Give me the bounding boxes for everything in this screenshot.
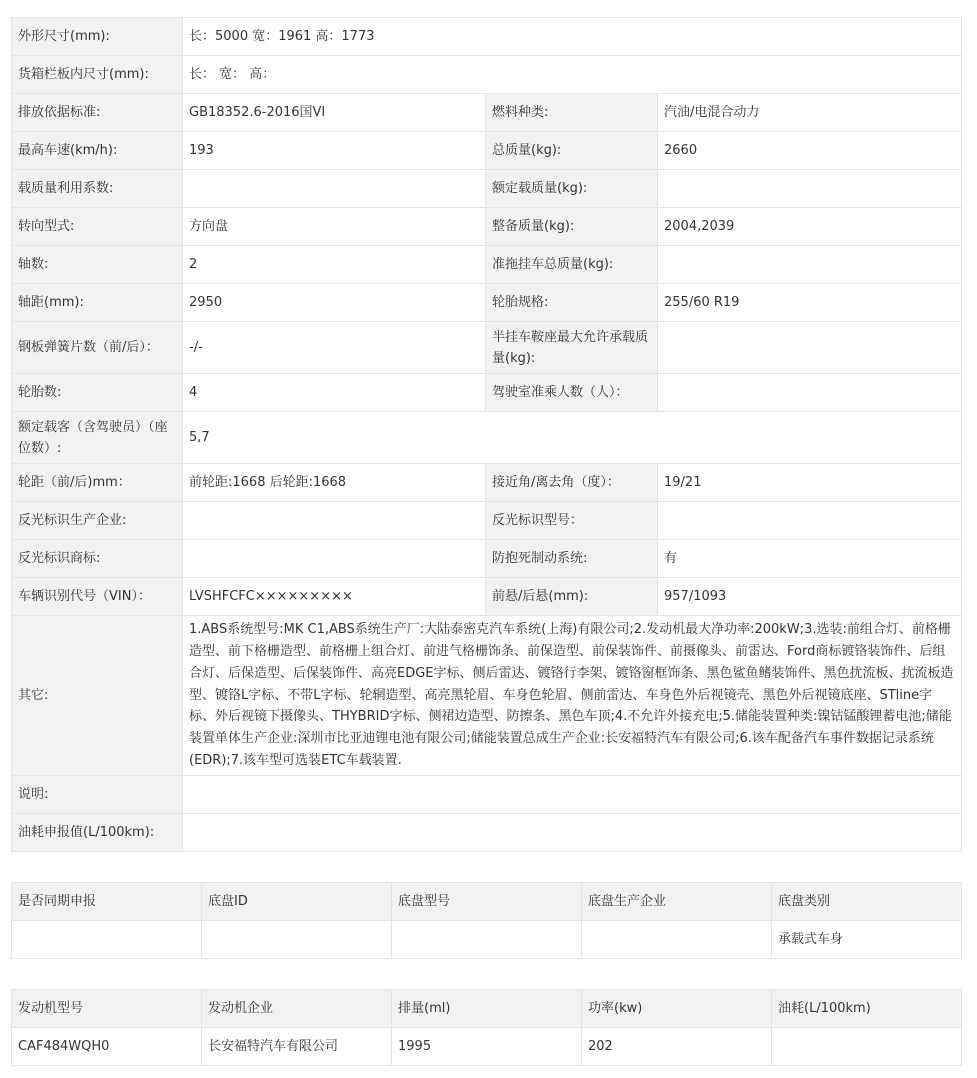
spec-row-note xyxy=(12,776,962,814)
load-factor-value xyxy=(183,170,486,208)
spec-row-abs xyxy=(12,540,962,578)
reflector-maker-label: 反光标识生产企业: xyxy=(12,502,183,540)
tire-count-value: 4 xyxy=(183,374,486,412)
approach-departure-value: 19/21 xyxy=(658,464,962,502)
engine-header-model: 发动机型号 xyxy=(12,990,202,1028)
engine-header-fuel-consumption: 油耗(L/100km) xyxy=(772,990,962,1028)
spec-row-emission xyxy=(12,94,962,132)
spec-row-seats xyxy=(12,412,962,464)
chassis-data-row xyxy=(12,921,962,959)
spec-row-cargo xyxy=(12,56,962,94)
chassis-same-period-value xyxy=(12,921,202,959)
chassis-header-row xyxy=(12,883,962,921)
reflector-maker-value xyxy=(183,502,486,540)
spec-row-vin xyxy=(12,578,962,616)
spec-row-wheelbase xyxy=(12,284,962,322)
other-label: 其它: xyxy=(12,616,183,776)
chassis-table xyxy=(11,882,962,959)
leaf-spring-label: 钢板弹簧片数（前/后）： xyxy=(12,322,183,374)
spec-row-other xyxy=(12,616,962,776)
engine-model-value: CAF484WQH0 xyxy=(12,1028,202,1066)
track-value: 前轮距:1668 后轮距:1668 xyxy=(183,464,486,502)
wheelbase-value: 2950 xyxy=(183,284,486,322)
abs-value: 有 xyxy=(658,540,962,578)
load-factor-label: 载质量利用系数: xyxy=(12,170,183,208)
fuel-type-value: 汽油/电混合动力 xyxy=(658,94,962,132)
approach-departure-label: 接近角/离去角（度）： xyxy=(486,464,658,502)
reflector-model-value xyxy=(658,502,962,540)
engine-table xyxy=(11,989,962,1066)
track-label: 轮距（前/后)mm： xyxy=(12,464,183,502)
spec-row-fuel-consumption xyxy=(12,814,962,852)
spec-row-axles xyxy=(12,246,962,284)
engine-header-power: 功率(kw) xyxy=(582,990,772,1028)
other-value: 1.ABS系统型号:MK C1,ABS系统生产厂:大陆泰密克汽车系统(上海)有限公司;2.发动机最大净功率:200kW;3.选装:前组合灯、前格栅造型、前下格栅造型、前格栅上组合灯、前进气格栅饰条、前保造型、前保装饰件、前摄像头、前雷达、Ford商标镀铬装饰件、后组合灯、后保造型、后保装饰件、高亮EDGE字标、侧后雷达、镀铬行李架、镀铬窗框饰条、黑色鲨鱼鳍装饰件、黑色扰流板、扰流板造型、镀铬L字标、不带L字标、轮辋造型、高亮黑轮眉、车身色轮眉、侧前雷达、车身色外后视镜壳、黑色外后视镜底座、STline字标、外后视镜下摄像头、THYBRID字标、侧裙边造型、防擦条、黑色车顶;4.不允许外接充电;5.储能装置种类:镍钴锰酸锂蓄电池;储能装置单体生产企业:深圳市比亚迪锂电池有限公司;储能装置总成生产企业:长安福特汽车有限公司;6.该车配备汽车事件数据记录系统(EDR);7.该车型可选装ETC车载装置. xyxy=(183,616,962,776)
steering-value: 方向盘 xyxy=(183,208,486,246)
spec-row-track xyxy=(12,464,962,502)
emission-standard-value: GB18352.6-2016国VI xyxy=(183,94,486,132)
cargo-dimensions-value: 长： 宽： 高： xyxy=(183,56,962,94)
steering-label: 转向型式: xyxy=(12,208,183,246)
total-mass-label: 总质量(kg): xyxy=(486,132,658,170)
overhang-value: 957/1093 xyxy=(658,578,962,616)
spec-row-tires xyxy=(12,374,962,412)
fuel-consumption-label: 油耗申报值(L/100km): xyxy=(12,814,183,852)
cargo-dimensions-label: 货箱栏板内尺寸(mm): xyxy=(12,56,183,94)
vehicle-spec-table xyxy=(11,17,962,852)
wheelbase-label: 轴距(mm): xyxy=(12,284,183,322)
engine-header-displacement: 排量(ml) xyxy=(392,990,582,1028)
max-speed-label: 最高车速(km/h): xyxy=(12,132,183,170)
seats-label: 额定载客（含驾驶员）（座位数）: xyxy=(12,412,183,464)
dimensions-value: 长：5000 宽：1961 高：1773 xyxy=(183,18,962,56)
tire-spec-label: 轮胎规格: xyxy=(486,284,658,322)
engine-header-row xyxy=(12,990,962,1028)
spec-row-reflector xyxy=(12,502,962,540)
engine-power-value: 202 xyxy=(582,1028,772,1066)
spec-row-dimensions xyxy=(12,18,962,56)
chassis-header-same-period: 是否同期申报 xyxy=(12,883,202,921)
engine-fuel-consumption-value xyxy=(772,1028,962,1066)
curb-mass-label: 整备质量(kg): xyxy=(486,208,658,246)
trailer-mass-label: 准拖挂车总质量(kg): xyxy=(486,246,658,284)
spec-row-springs xyxy=(12,322,962,374)
abs-label: 防抱死制动系统: xyxy=(486,540,658,578)
engine-maker-value: 长安福特汽车有限公司 xyxy=(202,1028,392,1066)
reflector-brand-label: 反光标识商标: xyxy=(12,540,183,578)
note-value xyxy=(183,776,962,814)
saddle-load-label: 半挂车鞍座最大允许承载质量(kg): xyxy=(486,322,658,374)
cab-passengers-value xyxy=(658,374,962,412)
engine-header-maker: 发动机企业 xyxy=(202,990,392,1028)
fuel-consumption-value xyxy=(183,814,962,852)
spec-row-speed xyxy=(12,132,962,170)
tire-spec-value: 255/60 R19 xyxy=(658,284,962,322)
reflector-brand-value xyxy=(183,540,486,578)
rated-load-label: 额定载质量(kg): xyxy=(486,170,658,208)
spec-row-load xyxy=(12,170,962,208)
trailer-mass-value xyxy=(658,246,962,284)
leaf-spring-value: -/- xyxy=(183,322,486,374)
fuel-type-label: 燃料种类: xyxy=(486,94,658,132)
chassis-header-maker: 底盘生产企业 xyxy=(582,883,772,921)
axles-label: 轴数: xyxy=(12,246,183,284)
emission-standard-label: 排放依据标准: xyxy=(12,94,183,132)
cab-passengers-label: 驾驶室准乘人数（人）： xyxy=(486,374,658,412)
rated-load-value xyxy=(658,170,962,208)
chassis-model-value xyxy=(392,921,582,959)
max-speed-value: 193 xyxy=(183,132,486,170)
vin-label: 车辆识别代号（VIN）： xyxy=(12,578,183,616)
tire-count-label: 轮胎数: xyxy=(12,374,183,412)
saddle-load-value xyxy=(658,322,962,374)
chassis-category-value: 承载式车身 xyxy=(772,921,962,959)
engine-data-row xyxy=(12,1028,962,1066)
chassis-header-id: 底盘ID xyxy=(202,883,392,921)
overhang-label: 前悬/后悬(mm): xyxy=(486,578,658,616)
axles-value: 2 xyxy=(183,246,486,284)
dimensions-label: 外形尺寸(mm): xyxy=(12,18,183,56)
curb-mass-value: 2004,2039 xyxy=(658,208,962,246)
chassis-header-model: 底盘型号 xyxy=(392,883,582,921)
chassis-maker-value xyxy=(582,921,772,959)
spec-row-steering xyxy=(12,208,962,246)
reflector-model-label: 反光标识型号： xyxy=(486,502,658,540)
note-label: 说明: xyxy=(12,776,183,814)
engine-displacement-value: 1995 xyxy=(392,1028,582,1066)
vin-value: LVSHFCFC××××××××× xyxy=(183,578,486,616)
chassis-id-value xyxy=(202,921,392,959)
total-mass-value: 2660 xyxy=(658,132,962,170)
seats-value: 5,7 xyxy=(183,412,962,464)
chassis-header-category: 底盘类别 xyxy=(772,883,962,921)
